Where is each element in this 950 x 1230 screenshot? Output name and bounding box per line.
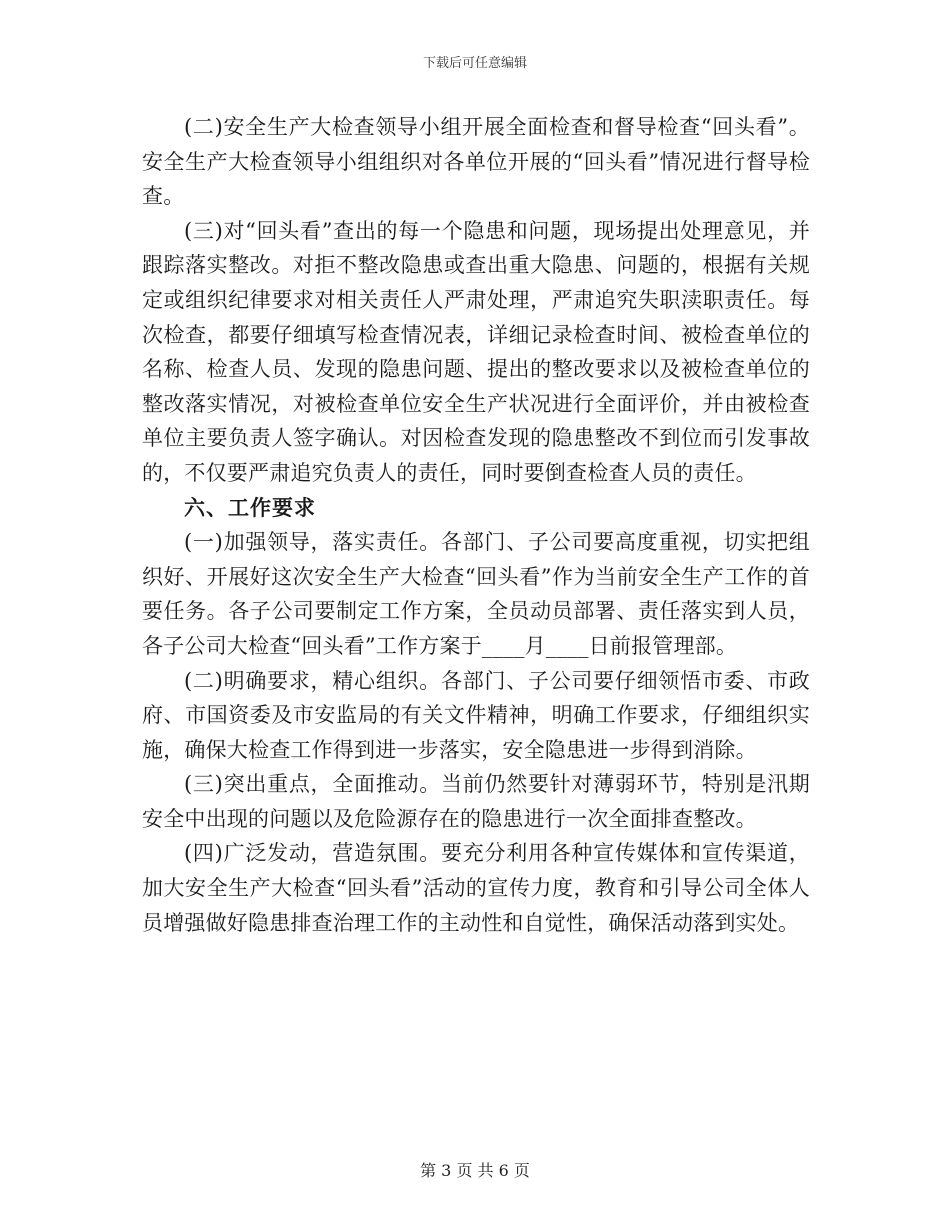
paragraph-clear-requirements: (二)明确要求，精心组织。各部门、子公司要仔细领悟市委、市政府、市国资委及市安监局的有关文件精神，明确工作要求，仔细组织实施，确保大检查工作得到进一步落实，安全隐患进一步得到消除。 <box>142 668 810 762</box>
paragraph-supervision-review: (二)安全生产大检查领导小组开展全面检查和督导检查“回头看”。安全生产大检查领导小组组织对各单位开展的“回头看”情况进行督导检查。 <box>142 115 810 209</box>
paragraph-rectification-tracking: (三)对“回头看”查出的每一个隐患和问题，现场提出处理意见，并跟踪落实整改。对拒不整改隐患或查出重大隐患、问题的，根据有关规定或组织纪律要求对相关责任人严肃处理，严肃追究失职渎职责任。每次检查，都要仔细填写检查情况表，详细记录检查时间、被检查单位的名称、检查人员、发现的隐患问题、提出的整改要求以及被检查单位的整改落实情况，对被检查单位安全生产状况进行全面评价，并由被检查单位主要负责人签字确认。对因检查发现的隐患整改不到位而引发事故的，不仅要严肃追究负责人的责任，同时要倒查检查人员的责任。 <box>142 218 810 485</box>
page-number: 第 3 页 共 6 页 <box>420 1161 530 1180</box>
document-body <box>142 110 810 940</box>
section-heading-work-requirements: 六、工作要求 <box>184 494 316 520</box>
paragraph-key-points: (三)突出重点，全面推动。当前仍然要针对薄弱环节，特别是汛期安全中出现的问题以及危险源存在的隐患进行一次全面排查整改。 <box>142 772 810 831</box>
header-note: 下载后可任意编辑 <box>422 56 527 71</box>
paragraph-publicity: (四)广泛发动，营造氛围。要充分利用各种宣传媒体和宣传渠道，加大安全生产大检查“回头看”活动的宣传力度，教育和引导公司全体人员增强做好隐患排查治理工作的主动性和自觉性，确保活动落到实处。 <box>142 841 810 935</box>
paragraph-leadership-responsibility: (一)加强领导，落实责任。各部门、子公司要高度重视，切实把组织好、开展好这次安全生产大检查“回头看”作为当前安全生产工作的首要任务。各子公司要制定工作方案，全员动员部署、责任落实到人员，各子公司大检查“回头看”工作方案于____月____日前报管理部。 <box>142 530 810 658</box>
